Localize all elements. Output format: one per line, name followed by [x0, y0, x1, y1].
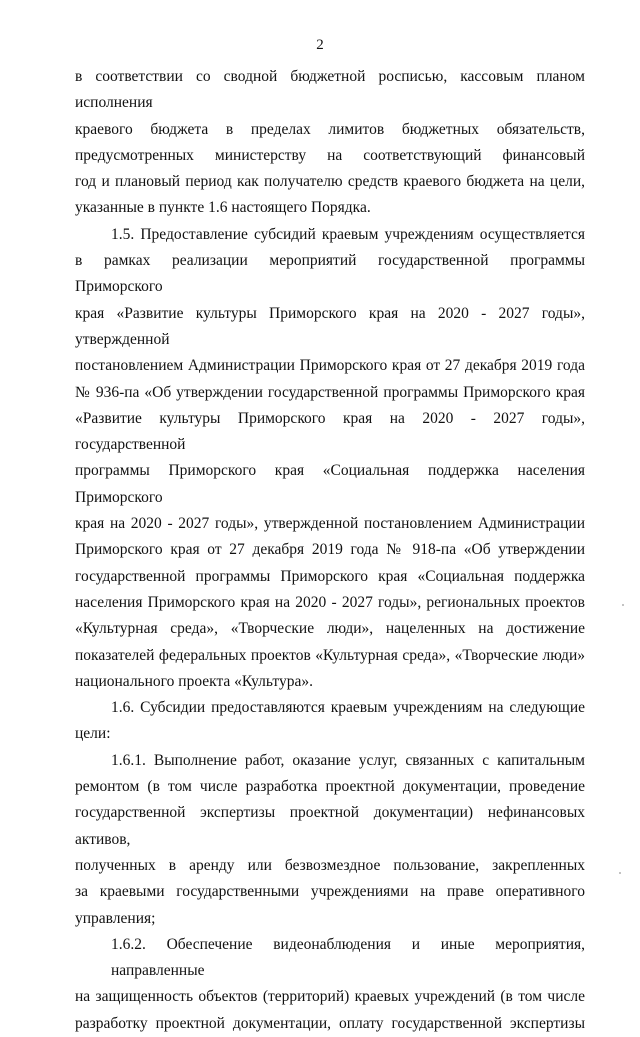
text-line: программы Приморского края «Социальная поддержка населения Приморского: [75, 462, 585, 506]
paragraph-1-6: [75, 695, 585, 748]
text-line: «Культурная среда», «Творческие люди», нацеленных на достижение: [75, 620, 585, 638]
scan-speck: [622, 604, 624, 606]
text-line: показателей федеральных проектов «Культурная среда», «Творческие люди»: [75, 646, 585, 664]
document-body: [75, 64, 585, 1037]
text-line: государственной программы Приморского края «Социальная поддержка: [75, 567, 585, 585]
text-line: в соответствии со сводной бюджетной росписью, кассовым планом исполнения: [75, 68, 585, 112]
text-line: цели:: [75, 725, 111, 743]
paragraph-1-6-2: [75, 932, 585, 1037]
text-line: края «Развитие культуры Приморского края на 2020 - 2027 годы», утвержденной: [75, 304, 585, 348]
text-line: полученных в аренду или безвозмездное пользование, закрепленных: [75, 856, 585, 874]
text-line: ремонтом (в том числе разработка проектной документации, проведение: [75, 778, 585, 796]
paragraph-1-continuation: [75, 64, 585, 222]
text-line: государственной экспертизы проектной документации) нефинансовых активов,: [75, 804, 585, 848]
text-line: краевого бюджета в пределах лимитов бюджетных обязательств,: [75, 120, 585, 138]
text-line: «Развитие культуры Приморского края на 2020 - 2027 годы», государственной: [75, 409, 585, 454]
text-line: Приморского края от 27 декабря 2019 года № 918-па «Об утверждении: [75, 541, 585, 559]
text-line: предусмотренных министерству на соответствующий финансовый: [75, 146, 585, 164]
text-line: 1.5. Предоставление субсидий краевым учреждениям осуществляется: [111, 225, 585, 243]
text-line: на защищенность объектов (территорий) краевых учреждений (в том числе: [75, 988, 585, 1006]
text-line: 1.6. Субсидии предоставляются краевым учреждениям на следующие: [111, 699, 585, 717]
page-number: 2: [316, 37, 324, 53]
scan-speck: [619, 872, 621, 874]
text-line: населения Приморского края на 2020 - 2027 годы», региональных проектов: [75, 593, 585, 611]
text-line: указанные в пункте 1.6 настоящего Порядка.: [75, 199, 371, 217]
text-line: постановлением Администрации Приморского края от 27 декабря 2019 года: [75, 357, 585, 375]
text-line: национального проекта «Культура».: [75, 672, 313, 690]
text-line: 1.6.2. Обеспечение видеонаблюдения и иные мероприятия, направленные: [111, 935, 585, 980]
text-line: за краевыми государственными учреждениями на праве оперативного: [75, 883, 585, 901]
paragraph-1-5: [75, 222, 585, 695]
text-line: разработку проектной документации, оплату государственной экспертизы: [75, 1014, 585, 1032]
text-line: управления;: [75, 909, 156, 927]
text-line: в рамках реализации мероприятий государственной программы Приморского: [75, 252, 585, 296]
paragraph-1-6-1: [75, 748, 585, 932]
text-line: 1.6.1. Выполнение работ, оказание услуг, связанных с капитальным: [111, 751, 585, 769]
text-line: № 936-па «Об утверждении государственной программы Приморского края: [75, 383, 585, 401]
text-line: год и плановый период как получателю средств краевого бюджета на цели,: [75, 173, 585, 191]
text-line: края на 2020 - 2027 годы», утвержденной постановлением Администрации: [75, 515, 585, 533]
